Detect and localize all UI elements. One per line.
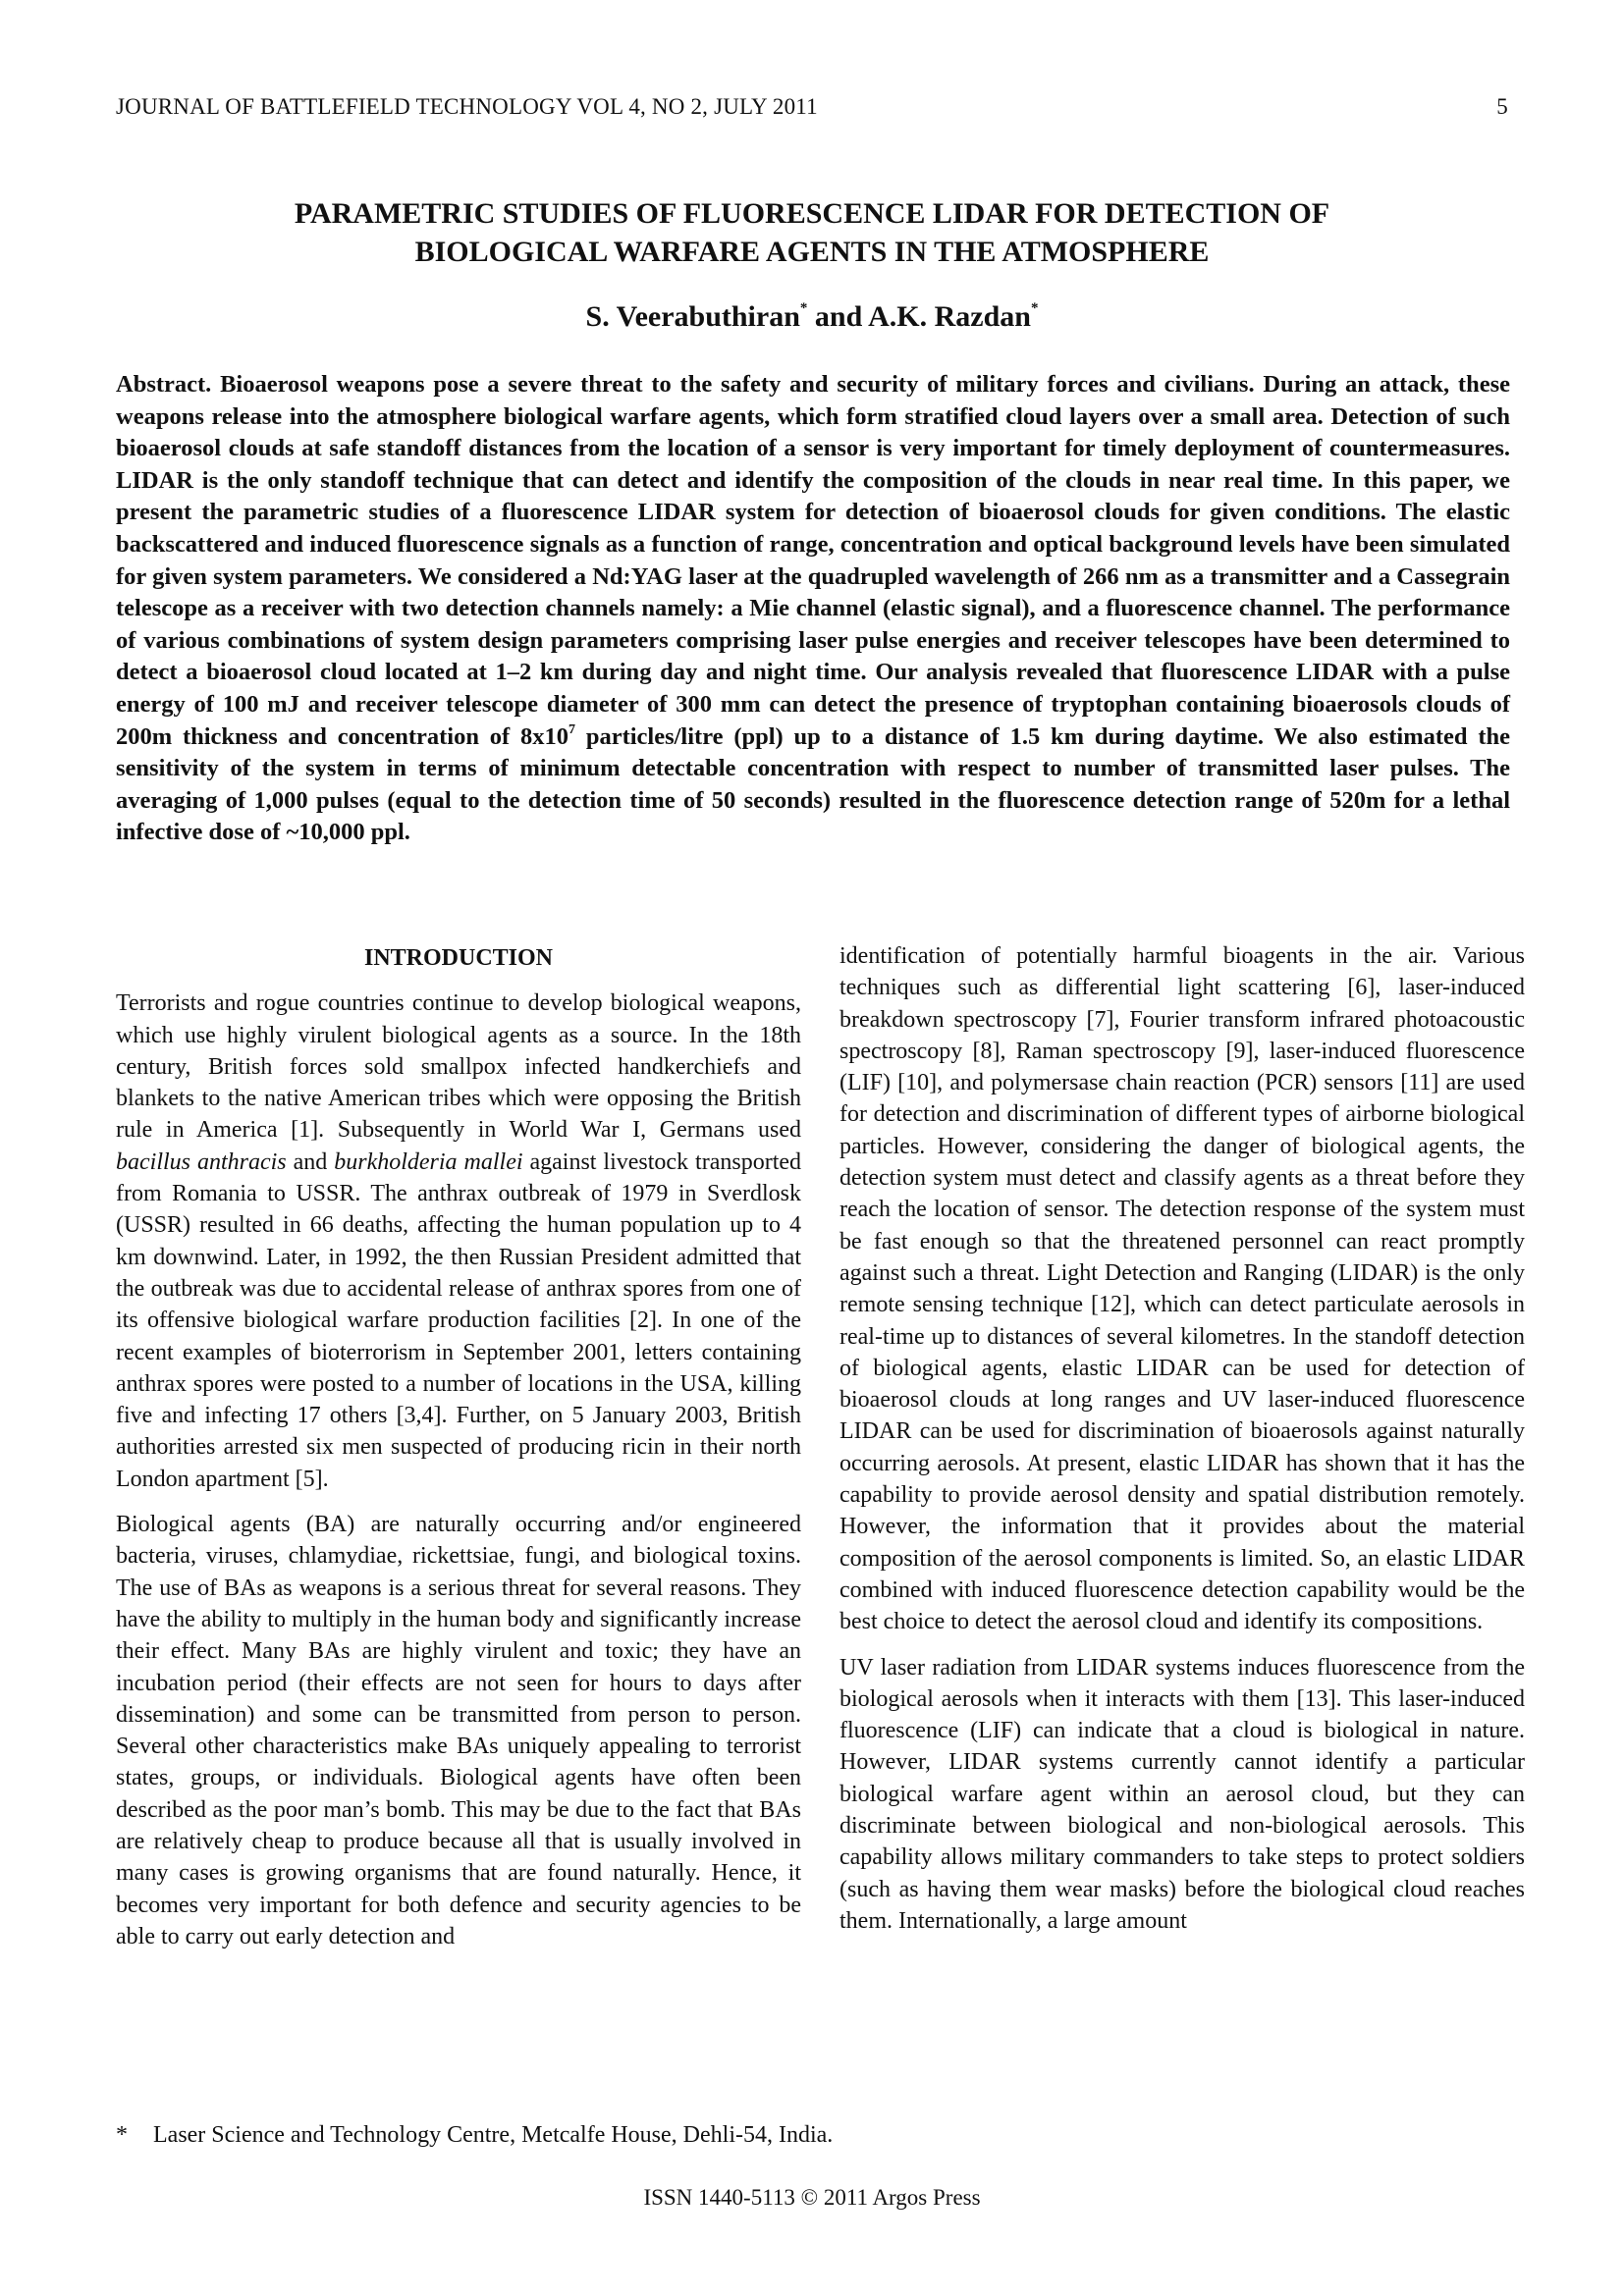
page-number: 5 <box>1496 94 1508 119</box>
paragraph <box>116 988 801 1495</box>
author-name: S. Veerabuthiran <box>585 300 800 333</box>
affiliation-mark: * <box>799 300 808 316</box>
abstract <box>116 369 1510 849</box>
paragraph: Biological agents (BA) are naturally occurring and/or engineered bacteria, viruses, chlamydiae, rickettsiae, fungi, and biological toxins. The use of BAs as weapons is a serious threat for several reasons. They have the ability to multiply in the human body and significantly increase their effect. Many BAs are highly virulent and toxic; they have an incubation period (their effects are not seen for hours to days after dissemination) and some can be transmitted from person to person. Several other characteristics make BAs uniquely appealing to terrorist states, groups, or individuals. Biological agents have often been described as the poor man’s bomb. This may be due to the fact that BAs are relatively cheap to produce because all that is usually involved in many cases is growing organisms that are found naturally. Hence, it becomes very important for both defence and security agencies to be able to carry out early detection and <box>116 1512 801 1949</box>
paragraph-text: and <box>286 1148 335 1175</box>
footnote-text: Laser Science and Technology Centre, Metcalfe House, Dehli-54, India. <box>153 2122 834 2148</box>
paragraph-text: against livestock transported from Romania to USSR. The anthrax outbreak of 1979 in Sverdlosk (USSR) resulted in 66 deaths, affecting the human population up to 4 km downwind. Later, in 1992, the then Russian President admitted that the outbreak was due to accidental release of anthrax spores from one of its offensive biological warfare production facilities [2]. In one of the recent examples of bioterrorism in September 2001, letters containing anthrax spores were posted to a number of locations in the USA, killing five and infecting 17 others [3,4]. Further, on 5 January 2003, British authorities arrested six men suspected of producing ricin in their north London apartment [5]. <box>116 1148 802 1492</box>
journal-name: JOURNAL OF BATTLEFIELD TECHNOLOGY VOL 4, NO 2, JULY 2011 <box>116 94 818 119</box>
page-footer: ISSN 1440-5113 © 2011 Argos Press <box>643 2185 981 2210</box>
title-line-2: BIOLOGICAL WARFARE AGENTS IN THE ATMOSPHERE <box>414 236 1210 268</box>
paragraph: UV laser radiation from LIDAR systems induces fluorescence from the biological aerosols when it interacts with them [13]. This laser-induced fluorescence (LIF) can indicate that a cloud is biological in nature. However, LIDAR systems currently cannot identify a particular biological warfare agent within an aerosol cloud, but they can discriminate between biological and non-biological aerosols. This capability allows military commanders to take steps to protect soldiers (such as having them wear masks) before the biological cloud reaches them. Internationally, a large amount <box>839 1654 1525 1934</box>
section-heading: INTRODUCTION <box>363 945 554 971</box>
author-list <box>116 300 1508 334</box>
species-name: burkholderia mallei <box>334 1148 523 1175</box>
footnote <box>116 2122 833 2149</box>
left-column <box>116 942 801 1966</box>
right-column <box>839 940 1525 1950</box>
author-joiner: and <box>807 300 869 333</box>
abstract-text: particles/litre (ppl) up to a distance of 1.5 km during daytime. We also estimated the sensitivity of the system in terms of minimum detectable concentration with respect to number of transmitted laser pulses. The averaging of 1,000 pulses (equal to the detection time of 50 seconds) resulted in the fluorescence detection range of 520m for a lethal infective dose of ~10,000 ppl. <box>116 722 1510 846</box>
abstract-text: Abstract. Bioaerosol weapons pose a severe threat to the safety and security of military forces and civilians. During an attack, these weapons release into the atmosphere biological warfare agents, which form stratified cloud layers over a small area. Detection of such bioaerosol clouds at safe standoff distances from the location of a sensor is very important for timely deployment of countermeasures. LIDAR is the only standoff technique that can detect and identify the composition of the clouds in near real time. In this paper, we present the parametric studies of a fluorescence LIDAR system for detection of bioaerosol clouds for given conditions. The elastic backscattered and induced fluorescence signals as a function of range, concentration and optical background levels have been simulated for given system parameters. We considered a Nd:YAG laser at the quadrupled wavelength of 266 nm as a transmitter and a Cassegrain telescope as a receiver with two detection channels namely: a Mie channel (elastic signal), and a fluorescence channel. The performance of various combinations of system design parameters comprising laser pulse energies and receiver telescopes have been determined to detect a bioaerosol cloud located at 1–2 km during day and night time. Our analysis revealed that fluorescence LIDAR with a pulse energy of 100 mJ and receiver telescope diameter of 300 mm can detect the presence of tryptophan containing bioaerosols clouds of 200m thickness and concentration of 8x10 <box>116 371 1510 750</box>
paragraph-text: Terrorists and rogue countries continue to develop biological weapons, which use highly virulent biological agents as a source. In the 18th century, British forces sold smallpox infected handkerchiefs and blankets to the native American tribes which were opposing the British rule in America [1]. Subsequently in World War I, Germans used <box>116 990 801 1144</box>
species-name: bacillus anthracis <box>116 1148 287 1175</box>
footnote-mark: * <box>116 2122 128 2148</box>
paragraph: identification of potentially harmful bioagents in the air. Various techniques such as differential light scattering [6], laser-induced breakdown spectroscopy [7], Fourier transform infrared photoacoustic spectroscopy [8], Raman spectroscopy [9], laser-induced fluorescence (LIF) [10], and polymersase chain reaction (PCR) sensors [11] are used for detection and discrimination of different types of airborne biological particles. However, considering the danger of biological agents, the detection system must detect and classify agents as a threat before they reach the location of sensor. The detection response of the system must be fast enough so that the threatened personnel can react promptly against such a threat. Light Detection and Ranging (LIDAR) is the only remote sensing technique [12], which can detect particulate aerosols in real-time up to distances of several kilometres. In the standoff detection of biological agents, elastic LIDAR can be used for detection of bioaerosol clouds at long ranges and UV laser-induced fluorescence LIDAR can be used for discrimination of bioaerosols against naturally occurring aerosols. At present, elastic LIDAR has shown that it has the capability to provide aerosol density and spatial distribution remotely. However, the information that it provides about the material composition of the aerosol components is limited. So, an elastic LIDAR combined with induced fluorescence detection capability would be the best choice to detect the aerosol cloud and identify its compositions. <box>839 943 1525 1635</box>
paper-title <box>116 194 1508 271</box>
abstract-exponent: 7 <box>568 721 576 737</box>
affiliation-mark: * <box>1030 300 1039 316</box>
title-line-1: PARAMETRIC STUDIES OF FLUORESCENCE LIDAR FOR DETECTION OF <box>294 197 1330 230</box>
author-name: A.K. Razdan <box>868 300 1031 333</box>
